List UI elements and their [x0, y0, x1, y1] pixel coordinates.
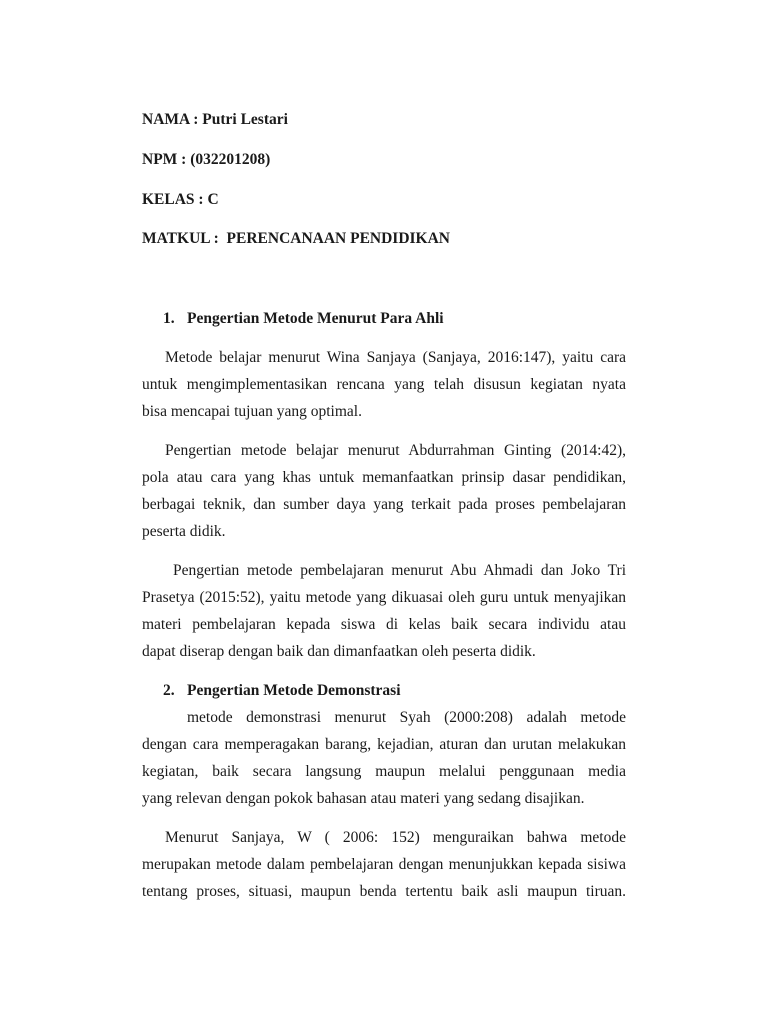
paragraph	[142, 704, 626, 812]
text-line: Metode belajar menurut Wina Sanjaya (Sanjaya, 2016:147), yaitu cara	[165, 349, 626, 366]
section-number: 1.	[163, 310, 175, 327]
text-line: peserta didik.	[142, 523, 226, 540]
course-name: MATKUL : PERENCANAAN PENDIDIKAN	[142, 230, 450, 247]
section-title: Pengertian Metode Menurut Para Ahli	[187, 310, 444, 327]
student-class: KELAS : C	[142, 191, 219, 208]
text-line: pola atau cara yang khas untuk memanfaatkan prinsip dasar pendidikan,	[142, 469, 626, 486]
section-heading-2	[163, 682, 401, 700]
section-number: 2.	[163, 682, 175, 699]
text-line: Pengertian metode pembelajaran menurut Abu Ahmadi dan Joko Tri	[173, 562, 626, 579]
text-line: Menurut Sanjaya, W ( 2006: 152) menguraikan bahwa metode	[165, 829, 626, 846]
text-line: dengan cara memperagakan barang, kejadian, aturan dan urutan melakukan	[142, 736, 626, 753]
text-line: materi pembelajaran kepada siswa di kelas baik secara individu atau	[142, 616, 626, 633]
section-heading-1	[163, 310, 444, 328]
text-line: bisa mencapai tujuan yang optimal.	[142, 403, 362, 420]
text-line: dapat diserap dengan baik dan dimanfaatkan oleh peserta didik.	[142, 643, 536, 660]
text-line: berbagai teknik, dan sumber daya yang terkait pada proses pembelajaran	[142, 496, 626, 513]
text-line: kegiatan, baik secara langsung maupun melalui penggunaan media	[142, 763, 626, 780]
paragraph	[142, 437, 626, 545]
paragraph	[142, 557, 626, 665]
paragraph	[142, 824, 626, 905]
text-line: Pengertian metode belajar menurut Abdurrahman Ginting (2014:42),	[165, 442, 626, 459]
paragraph	[142, 344, 626, 425]
text-line: yang relevan dengan pokok bahasan atau materi yang sedang disajikan.	[142, 790, 585, 807]
text-line: merupakan metode dalam pembelajaran dengan menunjukkan kepada sisiwa	[142, 856, 626, 873]
text-line: tentang proses, situasi, maupun benda tertentu baik asli maupun tiruan.	[142, 883, 626, 900]
student-name: NAMA : Putri Lestari	[142, 111, 288, 128]
text-line: untuk mengimplementasikan rencana yang telah disusun kegiatan nyata	[142, 376, 626, 393]
text-line: Prasetya (2015:52), yaitu metode yang dikuasai oleh guru untuk menyajikan	[142, 589, 626, 606]
student-npm: NPM : (032201208)	[142, 151, 271, 168]
section-title: Pengertian Metode Demonstrasi	[187, 682, 401, 699]
text-line: metode demonstrasi menurut Syah (2000:208) adalah metode	[187, 709, 626, 726]
